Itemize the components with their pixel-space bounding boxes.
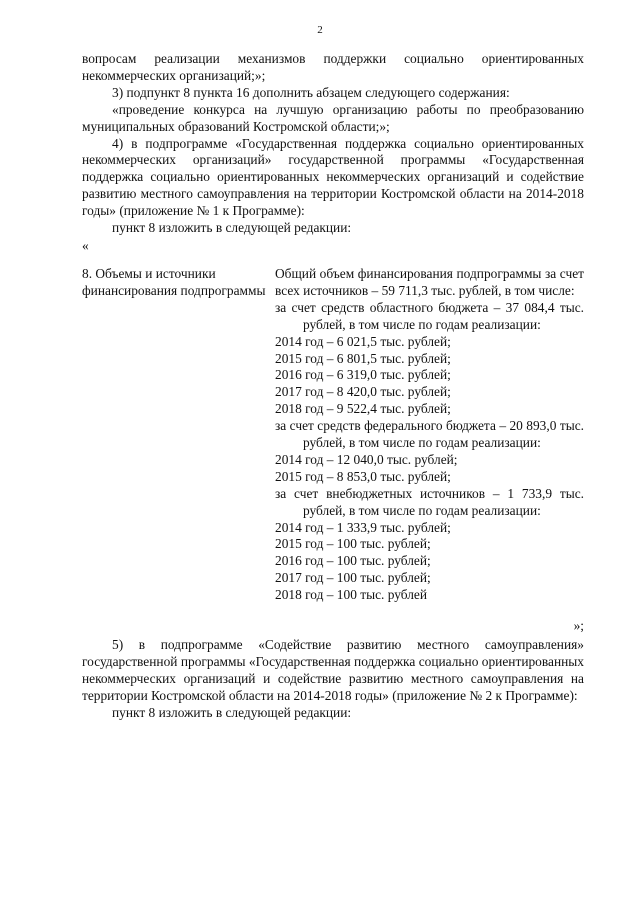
- open-quote: «: [82, 237, 89, 253]
- document-body: [82, 51, 584, 722]
- regional-year-line: 2015 год – 6 801,5 тыс. рублей;: [275, 350, 451, 366]
- paragraph-2: 3) подпункт 8 пункта 16 дополнить абзацем следующего содержания:: [112, 84, 510, 100]
- federal-year-line: 2015 год – 8 853,0 тыс. рублей;: [275, 468, 451, 484]
- extrabudgetary-year-line: 2018 год – 100 тыс. рублей: [275, 587, 428, 603]
- regional-budget-intro: за счет средств областного бюджета – 37 084,4 тыс. рублей, в том числе по годам реализации:: [275, 299, 584, 332]
- federal-budget-intro: за счет средств федерального бюджета – 20 893,0 тыс. рублей, в том числе по годам реализации:: [275, 418, 584, 451]
- financing-table: [82, 266, 584, 604]
- paragraph-5: пункт 8 изложить в следующей редакции:: [112, 220, 352, 236]
- extrabudgetary-year-line: 2016 год – 100 тыс. рублей;: [275, 553, 431, 569]
- table-left-label: 8. Объемы и источники финансирования подпрограммы: [82, 265, 266, 298]
- regional-year-line: 2014 год – 6 021,5 тыс. рублей;: [275, 333, 451, 349]
- extrabudgetary-year-line: 2015 год – 100 тыс. рублей;: [275, 536, 431, 552]
- table-right-cell: [275, 266, 584, 604]
- extrabudgetary-year-line: 2014 год – 1 333,9 тыс. рублей;: [275, 519, 451, 535]
- paragraph-1: вопросам реализации механизмов поддержки социально ориентированных некоммерческих организаций;»;: [82, 51, 584, 83]
- paragraph-3: «проведение конкурса на лучшую организацию работы по преобразованию муниципальных образований Костромской области;»;: [82, 101, 584, 134]
- extrabudgetary-intro: за счет внебюджетных источников – 1 733,9 тыс. рублей, в том числе по годам реализации:: [275, 485, 584, 518]
- paragraph-7: пункт 8 изложить в следующей редакции:: [112, 704, 352, 720]
- extrabudgetary-year-line: 2017 год – 100 тыс. рублей;: [275, 570, 431, 586]
- page-number: 2: [317, 24, 323, 36]
- federal-year-line: 2014 год – 12 040,0 тыс. рублей;: [275, 451, 458, 467]
- regional-year-line: 2016 год – 6 319,0 тыс. рублей;: [275, 367, 451, 383]
- close-quote: »;: [573, 618, 584, 634]
- regional-year-line: 2017 год – 8 420,0 тыс. рублей;: [275, 384, 451, 400]
- table-left-cell: [82, 266, 275, 604]
- regional-year-line: 2018 год – 9 522,4 тыс. рублей;: [275, 401, 451, 417]
- paragraph-4: 4) в подпрограмме «Государственная поддержка социально ориентированных некоммерческих организаций» государственной программы «Государственная поддержка социально ориентированных некоммерческих организаций и содействие развитию местного самоуправления на территории Костромской области на 2014-2018 годы» (приложение № 1 к Программе):: [82, 135, 584, 219]
- paragraph-6: 5) в подпрограмме «Содействие развитию местного самоуправления» государственной программы «Государственная поддержка социально ориентированных некоммерческих организаций и содействие развитию местного самоуправления на территории Костромской области на 2014-2018 годы» (приложение № 2 к Программе):: [82, 637, 584, 703]
- total-financing: Общий объем финансирования подпрограммы за счет всех источников – 59 711,3 тыс. рублей, в том числе:: [275, 265, 584, 298]
